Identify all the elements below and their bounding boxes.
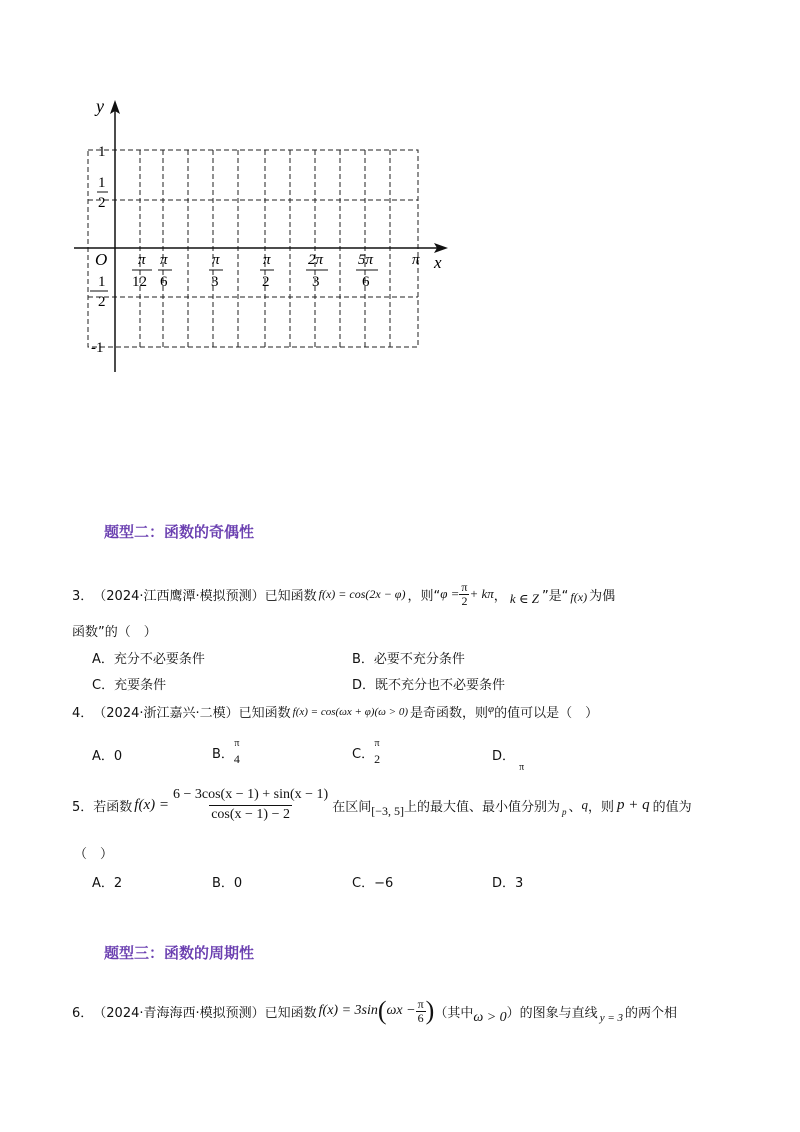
fx-equals: f(x) =	[134, 796, 169, 813]
omega-condition: ω > 0	[473, 1010, 507, 1025]
y-tick-neg-half-den: 2	[98, 294, 106, 310]
fraction-numerator: π	[417, 996, 424, 1011]
x-tick-pi	[412, 252, 420, 268]
q4-option-b[interactable]	[212, 737, 240, 768]
y-tick-half-num: 1	[98, 175, 106, 191]
origin-label: O	[95, 250, 108, 269]
question-6	[72, 996, 677, 1026]
question-number: 3．	[72, 588, 94, 604]
text-fragment: 的两个相	[625, 1005, 678, 1021]
q4-option-a[interactable]: A．0	[92, 749, 123, 764]
fraction-numerator: 6 − 3cos(x − 1) + sin(x − 1)	[172, 787, 329, 802]
q5-option-d[interactable]: D．3	[492, 876, 524, 891]
k-in-z: k ∈ Z	[509, 591, 539, 607]
question-3	[72, 581, 615, 607]
text-fragment: 在区间	[332, 799, 372, 815]
x-tick-2pi-3	[306, 252, 328, 290]
text-fragment: ）的图象与直线	[506, 1005, 598, 1021]
text-fragment: 、	[568, 799, 582, 815]
q-symbol: q	[581, 797, 589, 813]
pi-over-2-fraction	[459, 581, 469, 607]
inner-expression: ωx −	[386, 1003, 416, 1018]
question-source: （2024·青海海西·模拟预测）已知函数	[93, 1005, 317, 1021]
svg-text:6: 6	[362, 274, 370, 290]
y-axis-label: y	[96, 96, 104, 116]
text-fragment: （其中	[434, 1005, 474, 1021]
option-value: π	[519, 762, 525, 773]
fraction-numerator: π	[234, 738, 240, 749]
fraction-denominator: 2	[374, 752, 381, 766]
fx-symbol: f(x)	[570, 589, 588, 604]
q3-option-b[interactable]: B．必要不充分条件	[352, 652, 465, 667]
k-pi-term: + kπ	[469, 586, 494, 602]
y-tick-half-den: 2	[98, 195, 106, 211]
svg-text:5π: 5π	[358, 252, 374, 268]
y-tick-1: 1	[98, 144, 106, 160]
option-label: D．	[492, 749, 516, 764]
question-number: 6．	[72, 1005, 94, 1021]
question-5	[72, 788, 692, 822]
phi-expression: φ =	[440, 586, 460, 602]
q5-option-a[interactable]: A．2	[92, 876, 123, 891]
question-source: （2024·浙江嘉兴·二模）已知函数	[93, 706, 291, 721]
section-title-parity: 题型二：函数的奇偶性	[104, 523, 255, 541]
q4-option-c[interactable]	[352, 737, 380, 768]
line-equation: y = 3	[599, 1012, 623, 1024]
pi-over-6-fraction	[416, 998, 426, 1024]
left-paren: (	[377, 996, 387, 1025]
x-tick-5pi-6	[356, 252, 378, 290]
text-fragment: ，	[493, 588, 507, 604]
fraction-denominator: 4	[233, 752, 240, 766]
svg-text:π: π	[263, 252, 271, 268]
interval: [−3, 5]	[371, 803, 404, 818]
fraction-denominator: 6	[417, 1010, 424, 1025]
x-axis-label: x	[434, 253, 442, 272]
q3-option-c[interactable]: C．充要条件	[92, 678, 167, 693]
y-tick-neg-half-num: 1	[98, 274, 106, 290]
question-number: 4．	[72, 706, 94, 721]
function-expression: f(x) = cos(ωx + φ)(ω > 0)	[292, 705, 408, 718]
svg-text:6: 6	[160, 274, 168, 290]
fraction-numerator: π	[461, 580, 468, 594]
x-tick-pi-3	[209, 252, 223, 290]
phi-symbol: φ	[488, 702, 495, 715]
right-paren: )	[425, 996, 435, 1025]
q3-option-a[interactable]: A．充分不必要条件	[92, 652, 205, 667]
svg-text:3: 3	[312, 274, 320, 290]
text-fragment: 为偶	[589, 588, 616, 604]
coordinate-grid-graph	[60, 90, 460, 380]
svg-text:2: 2	[262, 274, 270, 290]
svg-text:3: 3	[211, 274, 219, 290]
y-tick-neg-1: -1	[91, 340, 104, 356]
section-title-periodicity: 题型三：函数的周期性	[104, 944, 255, 962]
option-label: B．	[212, 746, 234, 762]
svg-text:π: π	[212, 252, 220, 268]
fraction-denominator: 2	[461, 593, 468, 608]
text-fragment: ”是“	[541, 588, 569, 604]
text-fragment: 的值为	[652, 799, 692, 815]
question-3-line2: 函数”的（ ）	[72, 625, 157, 640]
p-symbol: p	[562, 807, 567, 818]
x-tick-pi-2	[260, 252, 274, 290]
fx-expression: f(x) = 3sin	[318, 1003, 378, 1018]
fraction-denominator: cos(x − 1) − 2	[211, 806, 290, 822]
svg-text:π: π	[138, 252, 146, 268]
function-expression: f(x) = cos(2x − φ)	[318, 586, 406, 601]
question-5-line2: （ ）	[74, 847, 114, 862]
svg-text:12: 12	[132, 274, 147, 290]
x-tick-pi-6	[158, 252, 172, 290]
x-tick-pi-12	[132, 252, 152, 290]
question-4	[72, 702, 598, 721]
q3-option-d[interactable]: D．既不充分也不必要条件	[352, 678, 506, 693]
q4-option-d[interactable]	[492, 745, 525, 773]
p-plus-q: p + q	[617, 796, 650, 813]
svg-text:π: π	[412, 252, 420, 268]
question-source: （2024·江西鹰潭·模拟预测）已知函数	[93, 588, 317, 604]
text-fragment: ，则“	[407, 588, 441, 604]
text-fragment: 是奇函数，则	[410, 706, 489, 721]
q5-option-b[interactable]: B．0	[212, 876, 243, 891]
function-fraction	[171, 788, 330, 822]
svg-text:2π: 2π	[308, 252, 324, 268]
svg-text:π: π	[160, 252, 168, 268]
text-fragment: ，则	[588, 799, 615, 815]
question-number: 5．若函数	[72, 799, 133, 815]
text-fragment: 上的最大值、最小值分别为	[403, 799, 560, 815]
text-fragment: 的值可以是（ ）	[494, 706, 599, 721]
q5-option-c[interactable]: C．−6	[352, 876, 394, 891]
fraction-numerator: π	[374, 738, 380, 749]
option-label: C．	[352, 746, 375, 762]
